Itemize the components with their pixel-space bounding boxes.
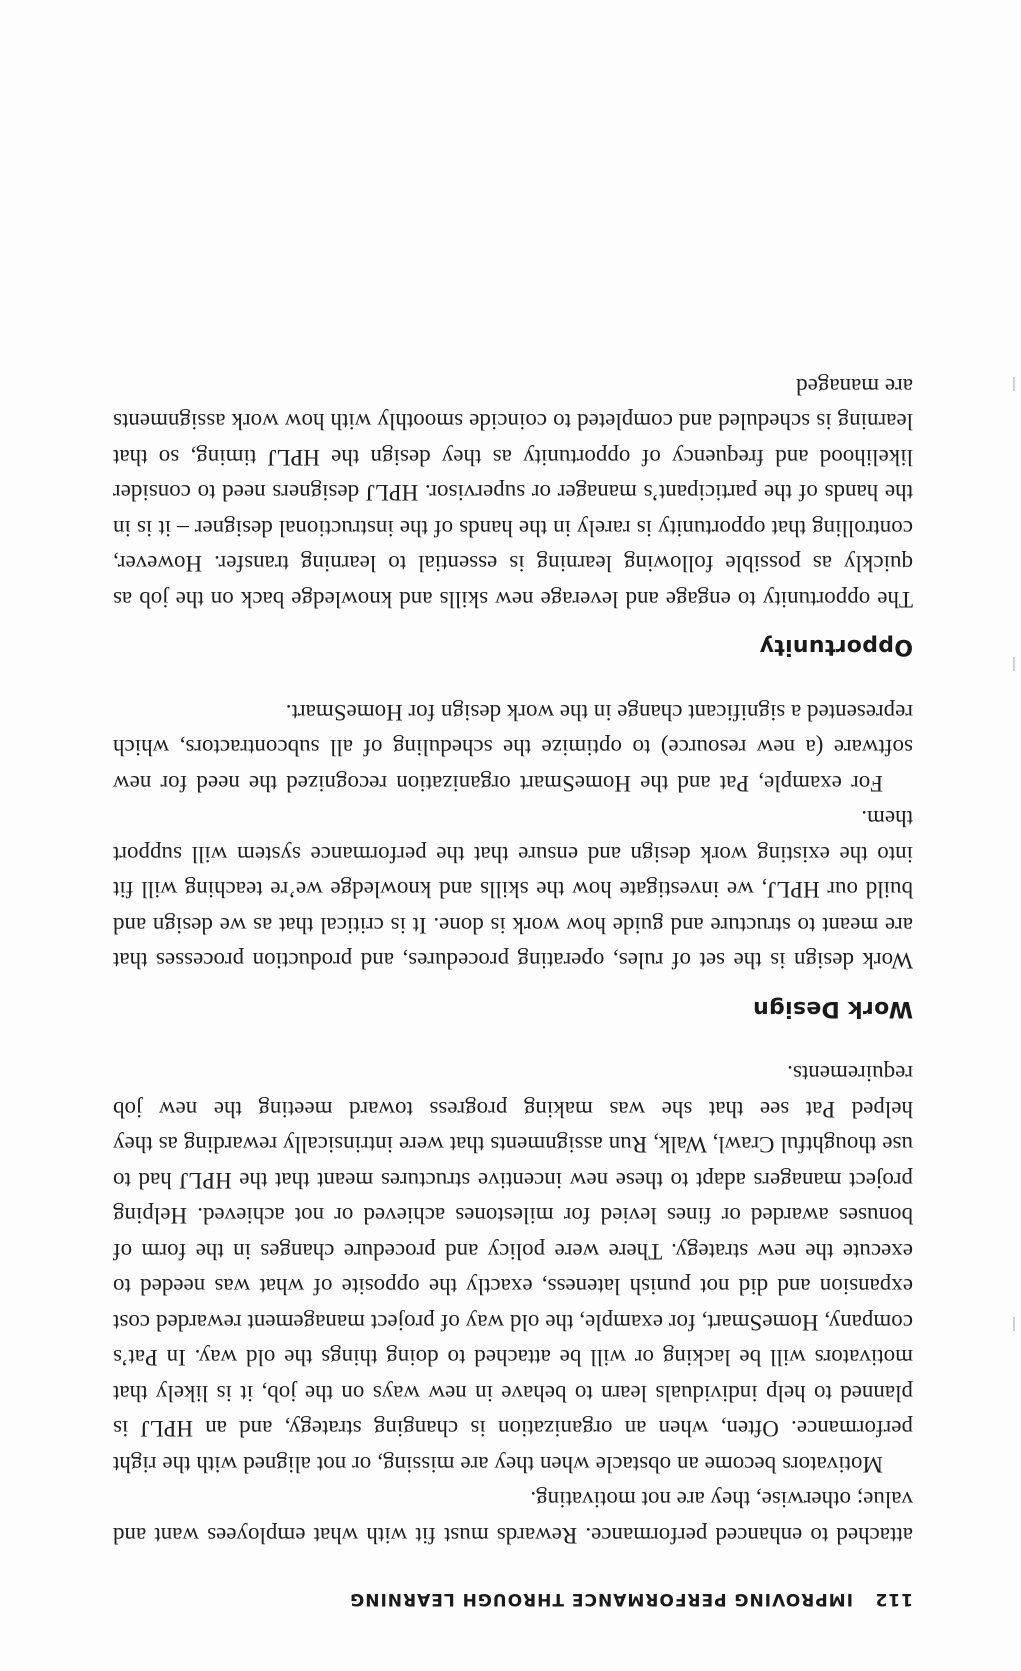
section-heading-opportunity: Opportunity xyxy=(759,634,913,660)
body-paragraph: Work design is the set of rules, operating procedures, and production processes that are meant to structure and guide how work is done. It is critical that as we design and build our HPLJ, we investigate how the skills and knowledge we’re teaching will fit into the existing work design and ensure that the performance system will support them. xyxy=(113,806,913,974)
page-body xyxy=(113,369,913,1554)
body-paragraph: The opportunity to engage and leverage new skills and knowledge back on the job as quickly as possible following learning is essential to learning transfer. However, controlling that opportunity is rarely in the hands of the instructional designer – it is in the hands of the participant’s manager or supervisor. HPLJ designers need to consider likelihood and frequency of opportunity as they design the HPLJ timing, so that learning is scheduled and completed to coincide smoothly with how work assignments are managed xyxy=(113,374,913,612)
margin-mark xyxy=(1013,657,1015,671)
page-number: 112 xyxy=(874,1589,913,1609)
running-head xyxy=(113,1579,913,1609)
section-heading-work-design: Work Design xyxy=(752,996,913,1021)
body-paragraph: attached to enhanced performance. Rewards must fit with what employees want and value; otherwise, they are not motivating. xyxy=(113,1487,913,1548)
body-paragraph: Motivators become an obstacle when they are missing, or not aligned with the right performance. Often, when an organization is changing strategy, and an HPLJ is planned to help individuals learn to behave in new ways on the job, it is likely that motivators will be lacking or will be attached to doing things the old way. In Pat’s company, HomeSmart, for example, the old way of project management rewarded cost expansion and did not punish lateness, exactly the opposite of what was needed to execute the new strategy. There were policy and procedure changes in the form of bonuses awarded or fines levied for milestones achieved or not achieved. Helping project managers adapt to these new incentive structures meant that the HPLJ had to use thoughtful Crawl, Walk, Run assignments that were intrinsically rewarding as they helped Pat see that she was making progress toward meeting the new job requirements. xyxy=(113,1061,913,1477)
margin-mark xyxy=(1013,377,1015,391)
running-title: IMPROVING PERFORMANCE THROUGH LEARNING xyxy=(349,1589,853,1609)
margin-mark xyxy=(1013,1317,1015,1331)
body-paragraph: For example, Pat and the HomeSmart organization recognized the need for new software (a new resource) to optimize the scheduling of all subcontractors, which represented a significant change in the work design for HomeSmart. xyxy=(113,700,913,796)
